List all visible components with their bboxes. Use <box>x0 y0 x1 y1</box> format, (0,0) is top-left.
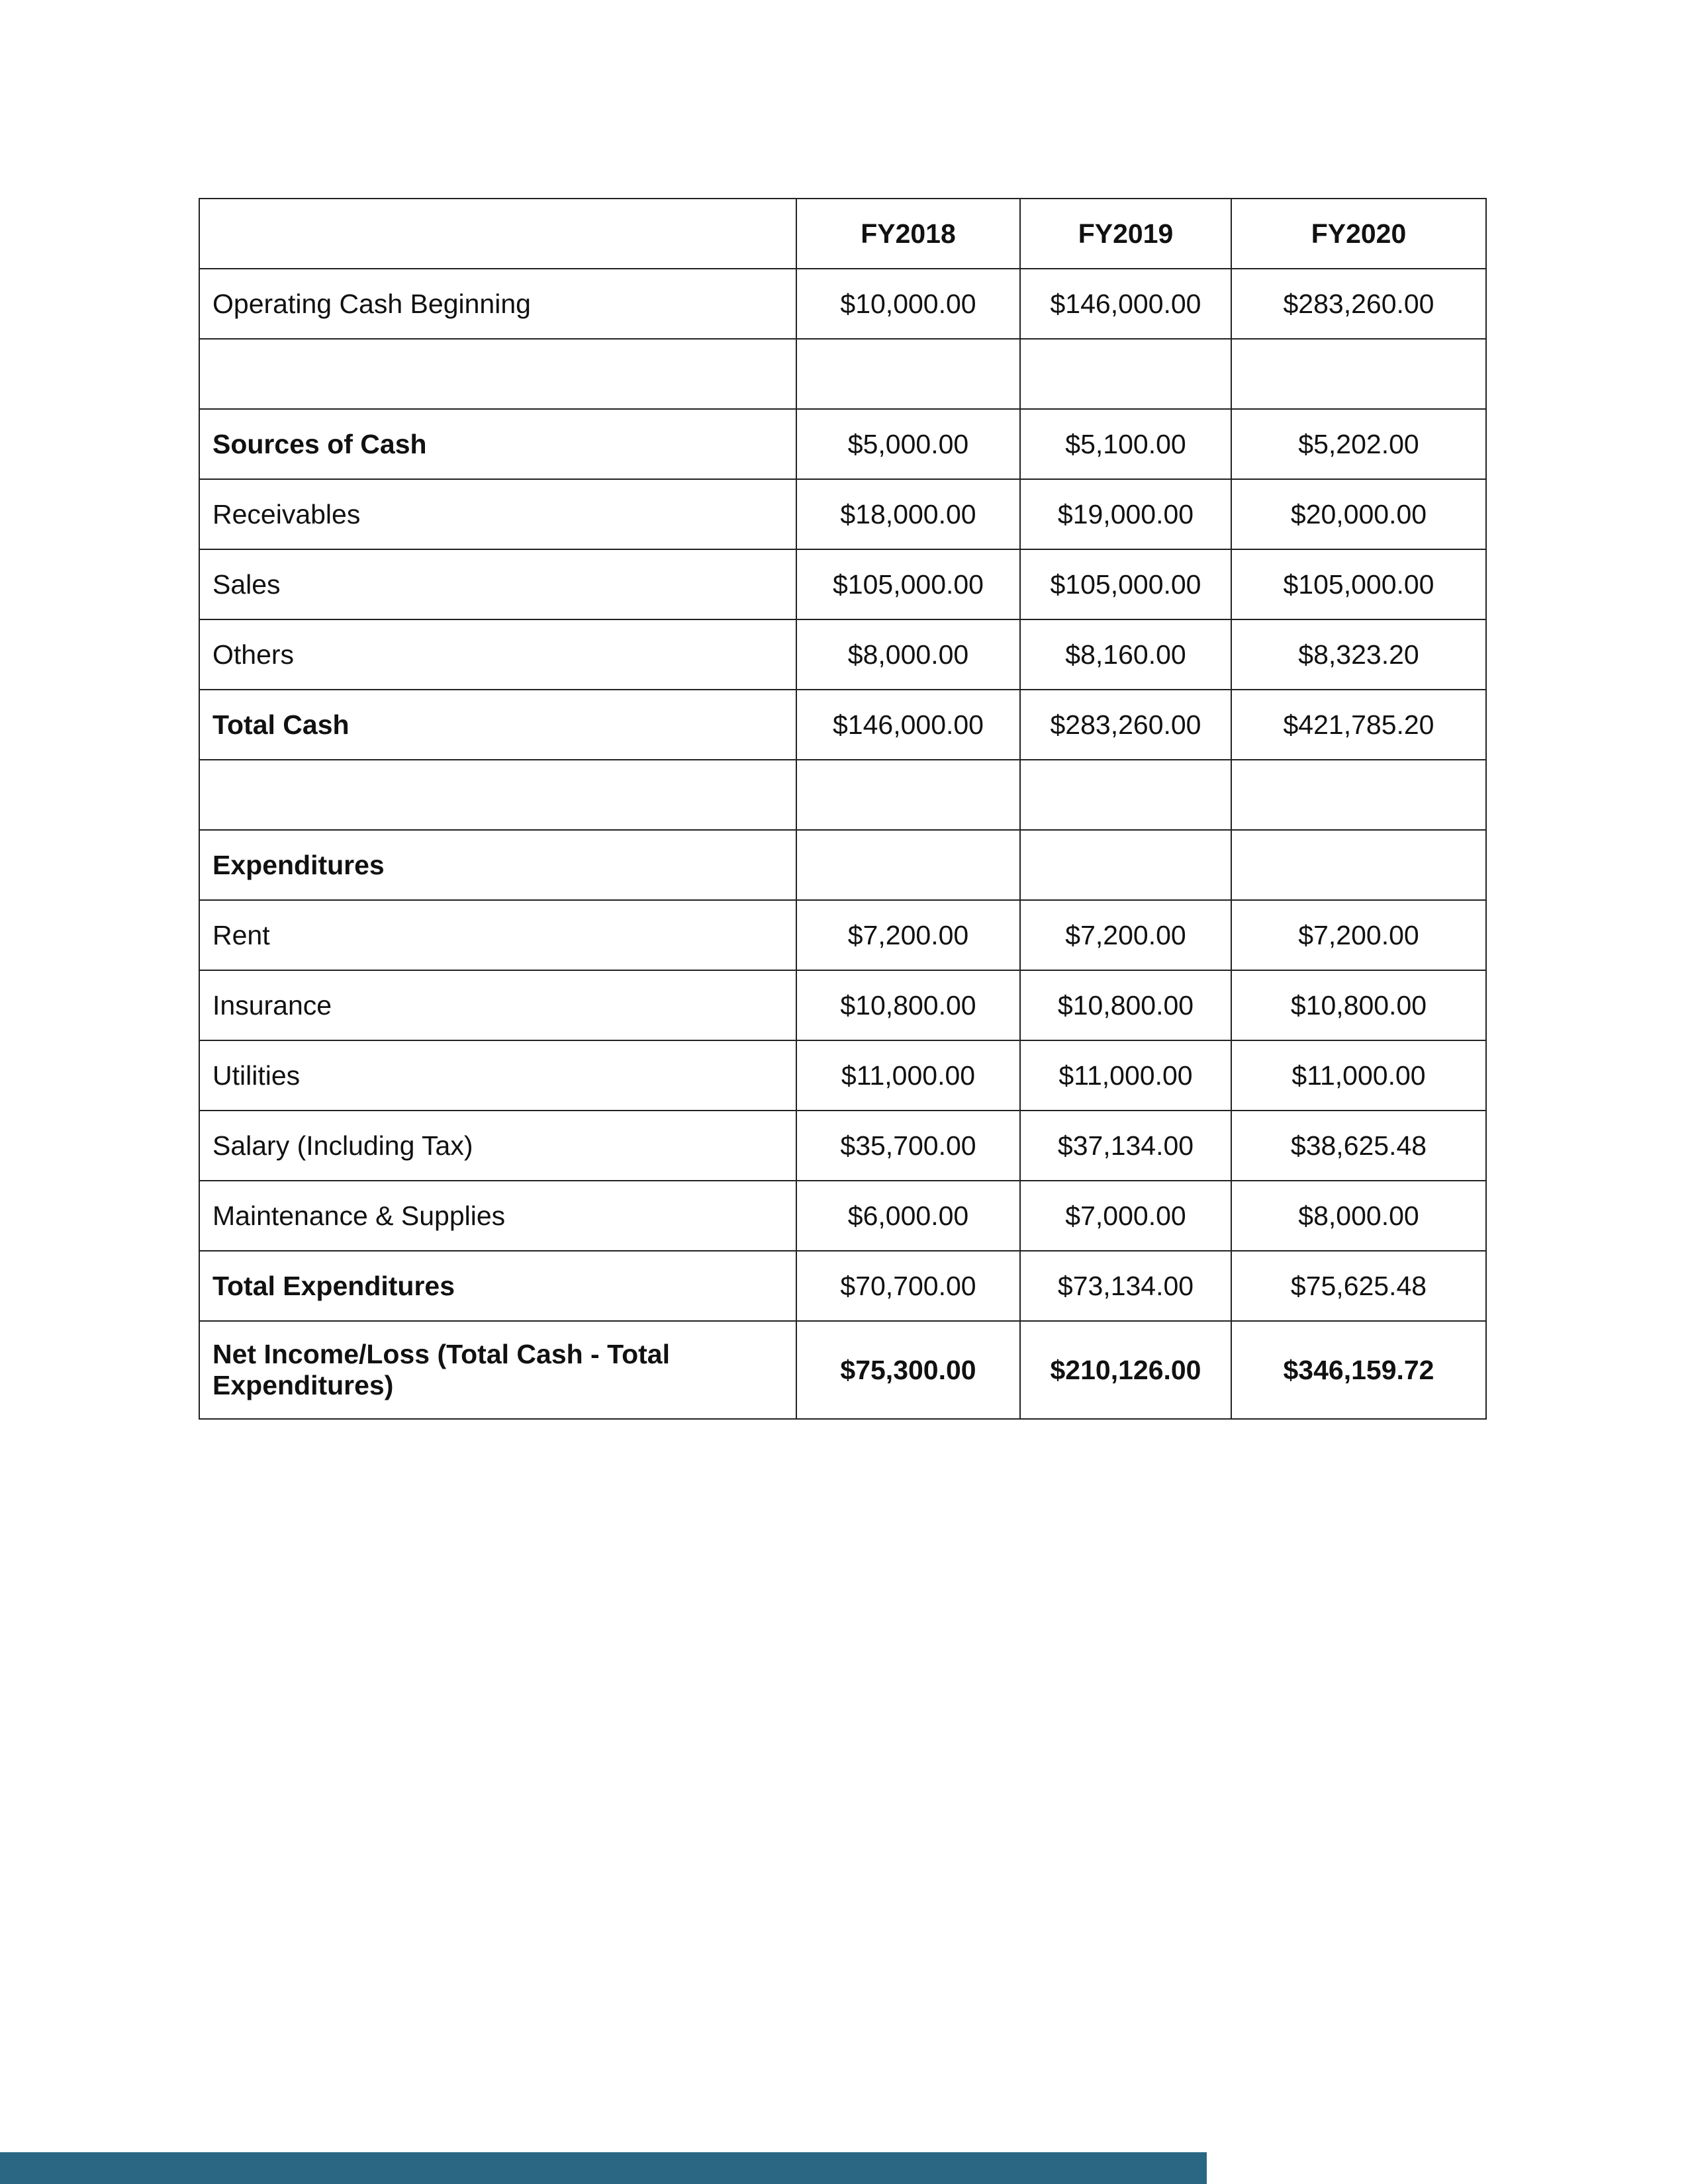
value-cell: $11,000.00 <box>1020 1040 1231 1111</box>
row-label: Insurance <box>199 970 796 1040</box>
value-cell: $7,200.00 <box>796 900 1020 970</box>
table-row <box>199 339 1486 409</box>
value-cell <box>1020 339 1231 409</box>
cash-flow-table <box>199 198 1487 1420</box>
value-cell <box>796 760 1020 830</box>
value-cell <box>1020 830 1231 900</box>
value-cell: $105,000.00 <box>796 549 1020 619</box>
row-label: Utilities <box>199 1040 796 1111</box>
row-label: Net Income/Loss (Total Cash - Total Expenditures) <box>199 1321 796 1419</box>
row-label: Rent <box>199 900 796 970</box>
table-row <box>199 690 1486 760</box>
value-cell: $7,200.00 <box>1231 900 1486 970</box>
value-cell: $19,000.00 <box>1020 479 1231 549</box>
value-cell: $5,100.00 <box>1020 409 1231 479</box>
value-cell: $11,000.00 <box>796 1040 1020 1111</box>
table-row <box>199 1111 1486 1181</box>
value-cell: $75,625.48 <box>1231 1251 1486 1321</box>
row-label: Sources of Cash <box>199 409 796 479</box>
table-header-row <box>199 199 1486 269</box>
value-cell: $7,200.00 <box>1020 900 1231 970</box>
value-cell: $10,800.00 <box>796 970 1020 1040</box>
value-cell: $5,202.00 <box>1231 409 1486 479</box>
value-cell <box>796 339 1020 409</box>
value-cell: $283,260.00 <box>1231 269 1486 339</box>
footer-accent-bar <box>0 2152 1207 2184</box>
value-cell: $37,134.00 <box>1020 1111 1231 1181</box>
header-year-fy2020: FY2020 <box>1231 199 1486 269</box>
header-year-fy2018: FY2018 <box>796 199 1020 269</box>
row-label: Expenditures <box>199 830 796 900</box>
value-cell: $10,000.00 <box>796 269 1020 339</box>
value-cell: $75,300.00 <box>796 1321 1020 1419</box>
value-cell: $210,126.00 <box>1020 1321 1231 1419</box>
value-cell <box>796 830 1020 900</box>
table-row <box>199 1181 1486 1251</box>
value-cell: $10,800.00 <box>1020 970 1231 1040</box>
row-label: Total Expenditures <box>199 1251 796 1321</box>
table-row <box>199 409 1486 479</box>
row-label: Operating Cash Beginning <box>199 269 796 339</box>
row-label: Sales <box>199 549 796 619</box>
value-cell: $105,000.00 <box>1020 549 1231 619</box>
value-cell: $7,000.00 <box>1020 1181 1231 1251</box>
value-cell <box>1020 760 1231 830</box>
value-cell: $146,000.00 <box>1020 269 1231 339</box>
value-cell: $8,000.00 <box>1231 1181 1486 1251</box>
value-cell: $18,000.00 <box>796 479 1020 549</box>
value-cell <box>1231 760 1486 830</box>
table-row <box>199 1251 1486 1321</box>
value-cell: $283,260.00 <box>1020 690 1231 760</box>
table-row <box>199 1040 1486 1111</box>
value-cell: $10,800.00 <box>1231 970 1486 1040</box>
row-label: Salary (Including Tax) <box>199 1111 796 1181</box>
row-label: Receivables <box>199 479 796 549</box>
value-cell: $8,323.20 <box>1231 619 1486 690</box>
value-cell: $105,000.00 <box>1231 549 1486 619</box>
header-empty-cell <box>199 199 796 269</box>
value-cell: $146,000.00 <box>796 690 1020 760</box>
value-cell: $35,700.00 <box>796 1111 1020 1181</box>
value-cell: $5,000.00 <box>796 409 1020 479</box>
table-row <box>199 830 1486 900</box>
table-row <box>199 479 1486 549</box>
value-cell: $11,000.00 <box>1231 1040 1486 1111</box>
value-cell: $421,785.20 <box>1231 690 1486 760</box>
table-row <box>199 760 1486 830</box>
row-label: Total Cash <box>199 690 796 760</box>
table-row <box>199 619 1486 690</box>
value-cell: $73,134.00 <box>1020 1251 1231 1321</box>
row-label <box>199 760 796 830</box>
row-label: Others <box>199 619 796 690</box>
table-row <box>199 549 1486 619</box>
row-label <box>199 339 796 409</box>
header-year-fy2019: FY2019 <box>1020 199 1231 269</box>
value-cell: $38,625.48 <box>1231 1111 1486 1181</box>
value-cell: $20,000.00 <box>1231 479 1486 549</box>
value-cell: $6,000.00 <box>796 1181 1020 1251</box>
value-cell: $8,000.00 <box>796 619 1020 690</box>
value-cell <box>1231 339 1486 409</box>
table-row <box>199 970 1486 1040</box>
value-cell: $70,700.00 <box>796 1251 1020 1321</box>
table-row <box>199 900 1486 970</box>
table-row <box>199 1321 1486 1419</box>
row-label: Maintenance & Supplies <box>199 1181 796 1251</box>
value-cell: $346,159.72 <box>1231 1321 1486 1419</box>
value-cell: $8,160.00 <box>1020 619 1231 690</box>
value-cell <box>1231 830 1486 900</box>
table-body <box>199 269 1486 1419</box>
table-row <box>199 269 1486 339</box>
